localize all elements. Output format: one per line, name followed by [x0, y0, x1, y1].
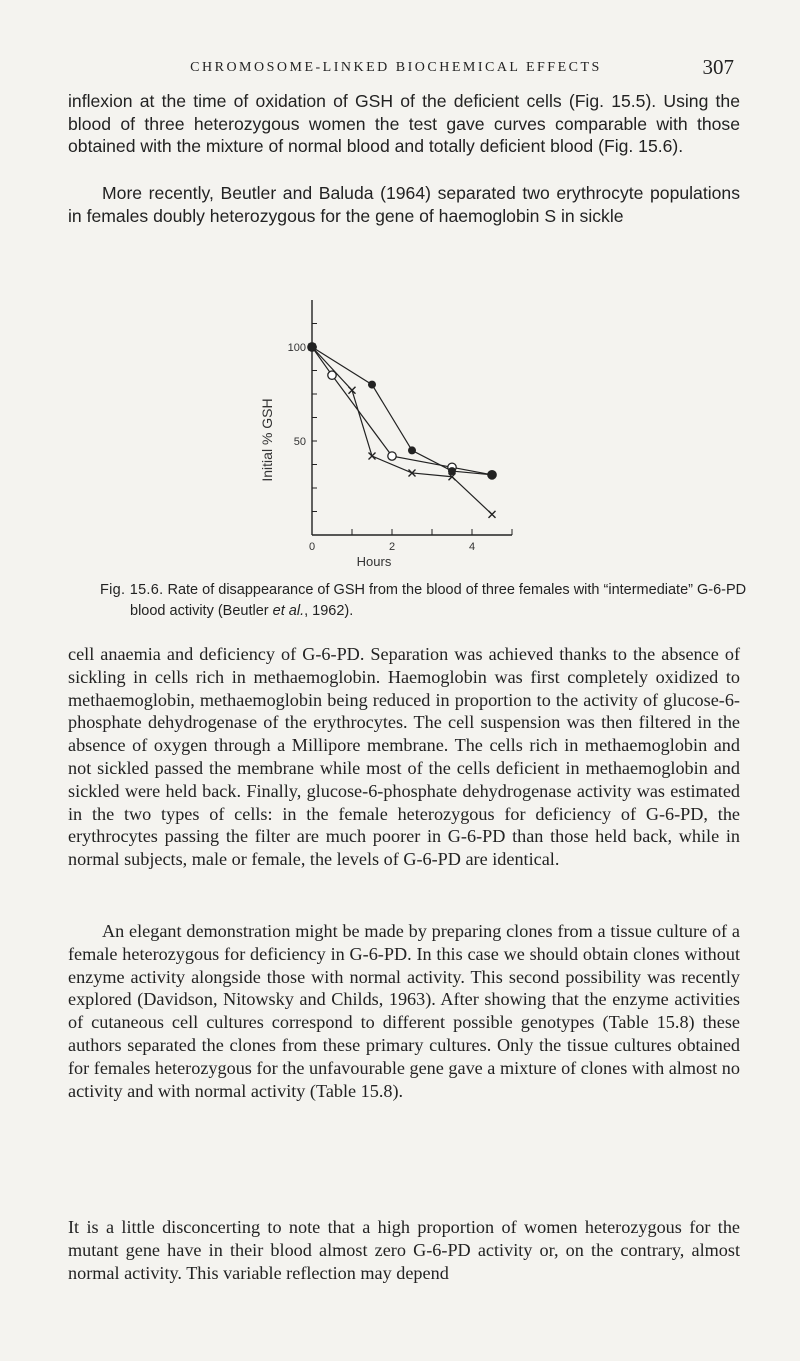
series-line: [312, 347, 492, 475]
x-tick-label: 4: [468, 541, 476, 553]
data-point-x: [489, 511, 496, 518]
data-point-filled-circle: [488, 471, 496, 479]
data-point-filled-circle: [448, 467, 456, 475]
paragraph-1: inflexion at the time of oxidation of GSH of the deficient cells (Fig. 15.5). Using the blood of three heterozygous women the test gave curves comparable with those obtained with the mixture of normal blood and totally deficient blood (Fig. 15.6).: [68, 91, 740, 157]
paragraph-3: cell anaemia and deficiency of G-6-PD. Separation was achieved thanks to the absence of sickling in cells rich in methaemoglobin. Haemoglobin was first completely oxidized to methaemoglobin, methaemoglobin being reduced in proportion to the activity of glucose-6-phosphate dehydrogenase of the erythrocytes. The cell suspension was then filtered in the absence of oxygen through a Millipore membrane. The cells rich in methaemoglobin and not sickled passed the membrane while most of the cells deficient in methaemoglobin and sickled were held back. Finally, glucose-6-phosphate dehydrogenase activity was estimated in the two types of cells: in the female heterozygous for deficiency of G-6-PD, the erythrocytes passing the filter are much poorer in G-6-PD than those held back, while in normal subjects, male or female, the levels of G-6-PD are identical.: [68, 644, 740, 870]
gsh-line-chart: [250, 280, 550, 580]
data-point-filled-circle: [368, 381, 376, 389]
y-tick-label: 100: [287, 342, 306, 354]
data-point-filled-circle: [408, 446, 416, 454]
data-point-filled-circle: [308, 343, 316, 351]
data-point-x: [369, 453, 376, 460]
y-tick-label: 50: [293, 436, 306, 448]
running-head: CHROMOSOME-LINKED BIOCHEMICAL EFFECTS: [190, 60, 602, 75]
figure-caption: [100, 580, 760, 622]
chart-axes: [312, 300, 512, 535]
data-point-circle: [388, 452, 396, 460]
series-line: [312, 347, 492, 475]
page-number: 307: [702, 55, 734, 79]
paragraph-5: It is a little disconcerting to note that a high proportion of women heterozygous for the mutant gene have in their blood almost zero G-6-PD activity or, on the contrary, almost normal activity. This variable reflection may depend: [68, 1217, 740, 1283]
y-axis-label: Initial % GSH: [259, 398, 275, 482]
series-line: [312, 347, 492, 514]
caption-text-end: , 1962).: [304, 603, 354, 619]
paragraph-2: More recently, Beutler and Baluda (1964) separated two erythrocyte populations in females doubly heterozygous for the gene of haemoglobin S in sickle: [68, 183, 740, 226]
data-point-x: [349, 387, 356, 394]
chart-series: [308, 343, 496, 518]
caption-italic: et al.: [272, 603, 305, 619]
paragraph-4: An elegant demonstration might be made by preparing clones from a tissue culture of a female heterozygous for deficiency in G-6-PD. In this case we should obtain clones without enzyme activity alongside those with normal activity. This second possibility was recently explored (Davidson, Nitowsky and Childs, 1963). After showing that the enzyme activities of cutaneous cell cultures correspond to different possible genotypes (Table 15.8) these authors separated the clones from these primary cultures. Only the tissue cultures obtained for females heterozygous for the unfavourable gene gave a mixture of clones with almost no activity and with normal activity (Table 15.8).: [68, 921, 740, 1101]
x-tick-label: 0: [308, 541, 316, 553]
x-tick-label: 2: [388, 541, 396, 553]
caption-text: Rate of disappearance of GSH from the blood of three females with “intermediate” G-6-PD blood activity (Beutler: [130, 582, 747, 619]
x-axis-label: Hours: [356, 554, 392, 569]
figure-15-6: [250, 280, 550, 580]
figure-label: Fig. 15.6.: [100, 582, 164, 598]
